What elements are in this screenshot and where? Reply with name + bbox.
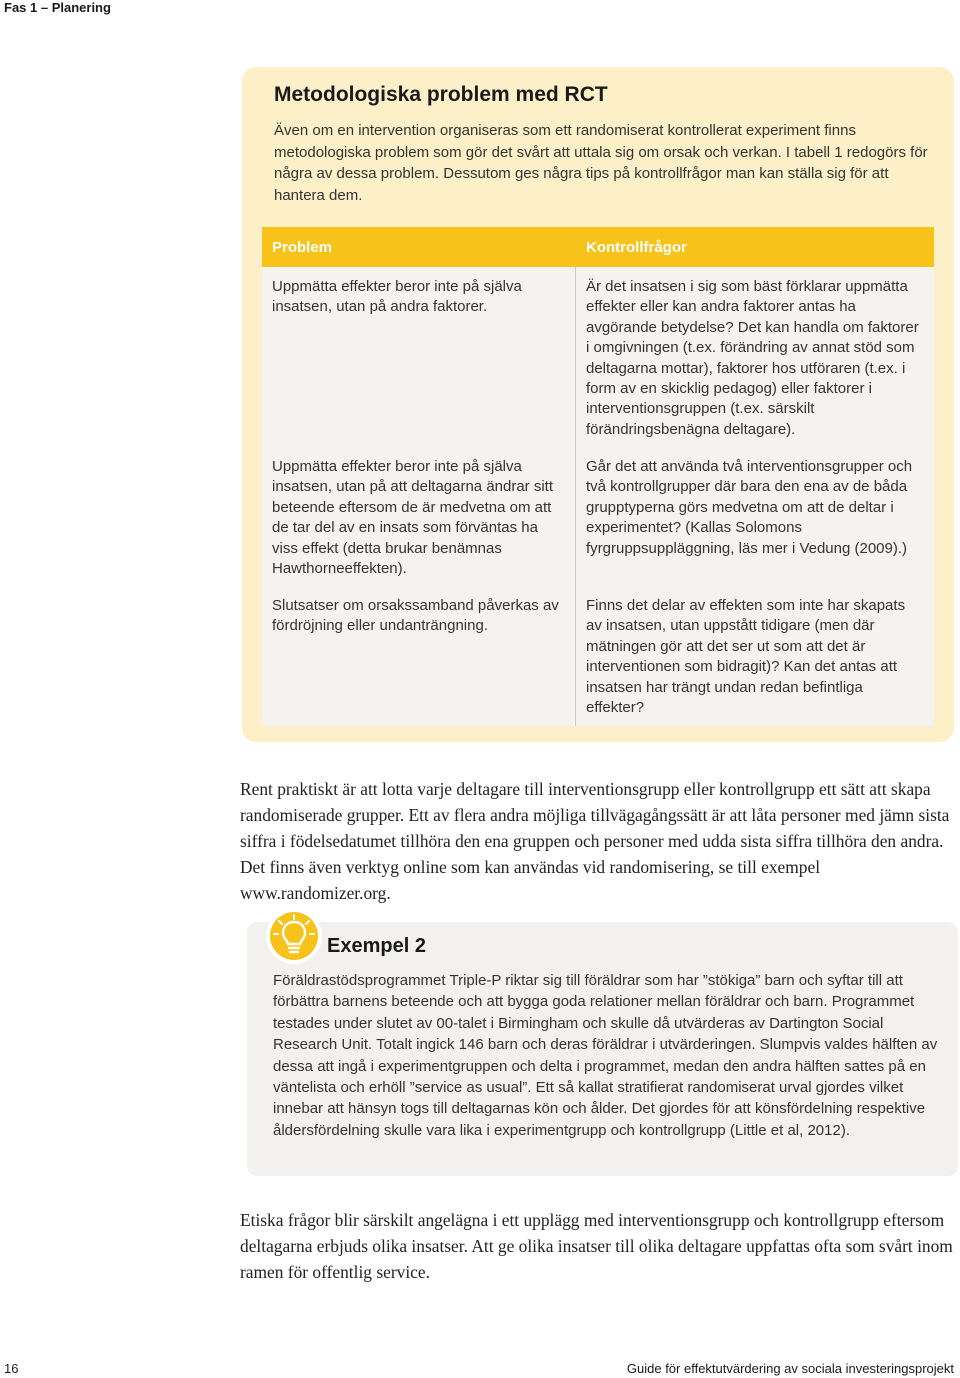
box-title: Metodologiska problem med RCT	[274, 83, 608, 106]
problems-table	[262, 227, 934, 727]
lightbulb-icon	[265, 907, 323, 965]
table-cell-question: Finns det delar av effekten som inte har skapats av insatsen, utan uppstått tidigare (men där mätningen gör att det ser ut som att det är interventionen som bidragit)? Kan det antas att insatsen har trängt undan redan befintliga effekter?	[586, 597, 906, 717]
section-label: Fas 1 – Planering	[4, 0, 111, 15]
info-box	[242, 67, 954, 742]
example-title: Exempel 2	[327, 935, 426, 957]
body-paragraph-2: Etiska frågor blir särskilt angelägna i ett upplägg med interventionsgrupp och kontrollgrupp eftersom deltagarna erbjuds olika insatser. Att ge olika insatser till olika deltagare uppfattas ofta som svårt inom ramen för offentlig service.	[240, 1210, 953, 1282]
body-paragraph-1: Rent praktiskt är att lotta varje deltagare till interventionsgrupp eller kontrollgrupp ett sätt att skapa randomiserade grupper. Ett av flera andra möjliga tillvägagångssätt är att låta personer med jämn sista siffra i födelsedatumet tillhöra den ena gruppen och personer med udda sista siffra tillhöra den andra. Det finns även verktyg online som kan användas vid randomisering, se till exempel www.randomizer.org.	[240, 779, 950, 903]
box-intro: Även om en intervention organiseras som ett randomiserat kontrollerat experiment finns metodologiska problem som gör det svårt att uttala sig om orsak och verkan. I tabell 1 redogörs för några av dessa problem. Dessutom ges några tips på kontrollfrågor man kan ställa sig för att hantera dem.	[274, 122, 928, 204]
table-header	[262, 227, 934, 267]
header-questions: Kontrollfrågor	[586, 239, 687, 256]
table-cell-problem: Slutsatser om orsakssamband påverkas av fördröjning eller undanträngning.	[272, 597, 559, 635]
table-cell-question: Är det insatsen i sig som bäst förklarar uppmätta effekter eller kan andra faktorer antas ha avgörande betydelse? Det kan handla om faktorer i omgivningen (t.ex. förändring av annat stöd som deltagarna mottar), faktorer hos utföraren (t.ex. i form av en skicklig pedagog) eller faktorer i interventionsgruppen (t.ex. särskilt förändringsbenägna deltagare).	[586, 278, 919, 438]
page-number: 16	[4, 1361, 19, 1376]
example-text: Föräldrastödsprogrammet Triple-P riktar sig till föräldrar som har ”stökiga” barn och syftar till att förbättra barnens beteende och att bygga goda relationer mellan föräldrar och barn. Programmet testades under slutet av 00-talet i Birmingham och skulle då utvärderas av Dartington Social Research Unit. Totalt ingick 146 barn och deras föräldrar i utvärderingen. Slumpvis valdes hälften av dessa att ingå i experimentgruppen och delta i programmet, medan den andra hälften sattes på en väntelista och erhöll ”service as usual”. Ett så kallat stratifierat randomiserat urval gjordes vilket innebar att hänsyn togs till deltagarnas kön och ålder. Det gjordes för att könsfördelning respektive åldersfördelning skulle vara lika i experimentgrupp och kontrollgrupp (Little et al, 2012).	[273, 972, 938, 1139]
column-divider	[575, 267, 576, 726]
table-cell-problem: Uppmätta effekter beror inte på själva insatsen, utan på att deltagarna ändrar sitt beteende eftersom de är medvetna om att de tar del av en insats som förväntas ha viss effekt (detta brukar benämnas Hawthorneeffekten).	[272, 458, 554, 578]
footer-doc-title: Guide för effektutvärdering av sociala investeringsprojekt	[626, 1361, 954, 1376]
table-cell-problem: Uppmätta effekter beror inte på själva insatsen, utan på andra faktorer.	[272, 278, 522, 316]
table-cell-question: Går det att använda två interventionsgrupper och två kontrollgrupper där bara den ena av de båda grupptyperna görs medvetna om att de deltar i experimentet? (Kallas Solomons fyrgruppsuppläggning, läs mer i Vedung (2009).)	[586, 458, 913, 557]
header-problem: Problem	[272, 239, 333, 256]
